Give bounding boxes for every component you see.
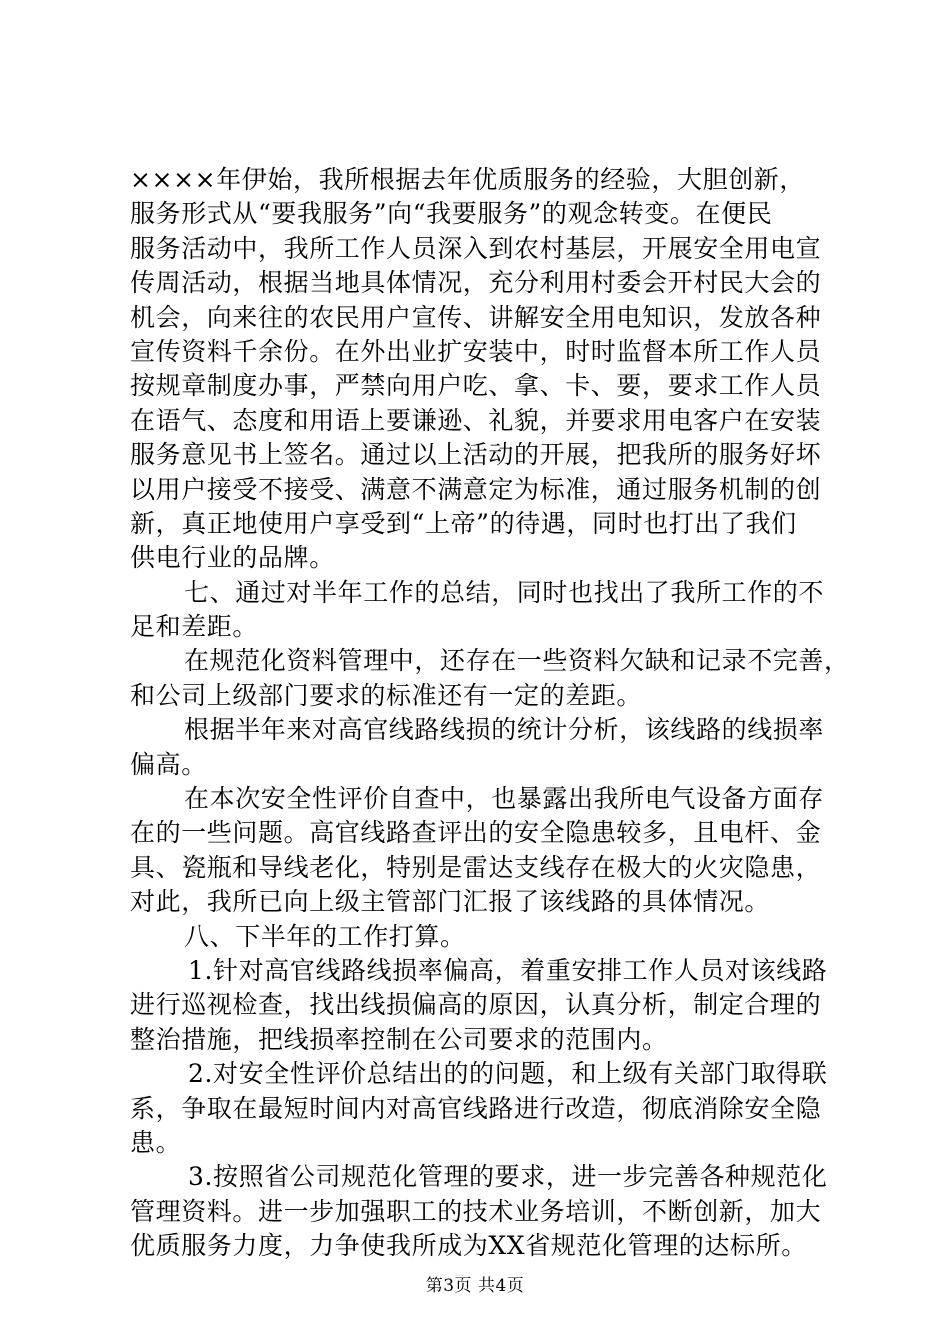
text-line: 机会，向来往的农民用户宣传、讲解安全用电知识，发放各种 [130,302,822,332]
text-line: 按规章制度办事，严禁向用户吃、拿、卡、要，要求工作人员 [130,371,822,401]
text-line: 偏高。 [130,749,207,779]
section-heading-7: 七、通过对半年工作的总结，同时也找出了我所工作的不 [184,577,825,607]
text-line: 服务形式从“要我服务”向“我要服务”的观念转变。在便民 [130,199,773,229]
text-line: 进行巡视检查，找出线损偏高的原因，认真分析，制定合理的 [130,990,822,1020]
text-line: 整治措施，把线损率控制在公司要求的范围内。 [130,1024,668,1054]
list-item-1: 1.针对高官线路线损率偏高，着重安排工作人员对该线路 [188,955,828,985]
text-line: 优质服务力度，力争使我所成为XX省规范化管理的达标所。 [130,1231,807,1261]
text-line: 服务活动中，我所工作人员深入到农村基层，开展安全用电宣 [130,233,822,263]
page-number: 第3页 共4页 [425,1276,525,1296]
text-line: 足和差距。 [130,612,259,642]
text-line: 患。 [130,1127,182,1157]
section-heading-8: 八、下半年的工作打算。 [184,921,466,951]
text-line: 在的一些问题。高官线路查评出的安全隐患较多，且电杆、金 [130,818,822,848]
text-line: 和公司上级部门要求的标准还有一定的差距。 [130,680,643,710]
text-line: 供电行业的品牌。 [130,543,335,573]
text-line: 具、瓷瓶和导线老化，特别是雷达支线存在极大的火灾隐患， [130,852,822,882]
text-line: 在语气、态度和用语上要谦逊、礼貌，并要求用电客户在安装 [130,405,822,435]
page-footer [0,1276,950,1296]
text-line: 宣传资料千余份。在外出业扩安装中，时时监督本所工作人员 [130,336,822,366]
text-line: 在本次安全性评价自查中，也暴露出我所电气设备方面存 [184,784,825,814]
text-line: 新，真正地使用户享受到“上帝”的待遇，同时也打出了我们 [130,508,797,538]
text-line: ××××年伊始，我所根据去年优质服务的经验，大胆创新， [130,165,805,194]
list-item-2: 2.对安全性评价总结出的的问题，和上级有关部门取得联 [188,1059,828,1089]
text-line: 系，争取在最短时间内对高官线路进行改造，彻底消除安全隐 [130,1093,822,1123]
list-item-3: 3.按照省公司规范化管理的要求，进一步完善各种规范化 [188,1162,828,1192]
document-body [130,163,850,1264]
text-line: 根据半年来对高官线路线损的统计分析，该线路的线损率 [184,715,825,745]
text-line: 传周活动，根据当地具体情况，充分利用村委会开村民大会的 [130,268,822,298]
text-line: 管理资料。进一步加强职工的技术业务培训，不断创新，加大 [130,1196,822,1226]
text-line: 服务意见书上签名。通过以上活动的开展，把我所的服务好坏 [130,440,822,470]
text-line: 对此，我所已向上级主管部门汇报了该线路的具体情况。 [130,887,771,917]
text-line: 在规范化资料管理中，还存在一些资料欠缺和记录不完善， [184,646,850,676]
text-line: 以用户接受不接受、满意不满意定为标准，通过服务机制的创 [130,474,822,504]
